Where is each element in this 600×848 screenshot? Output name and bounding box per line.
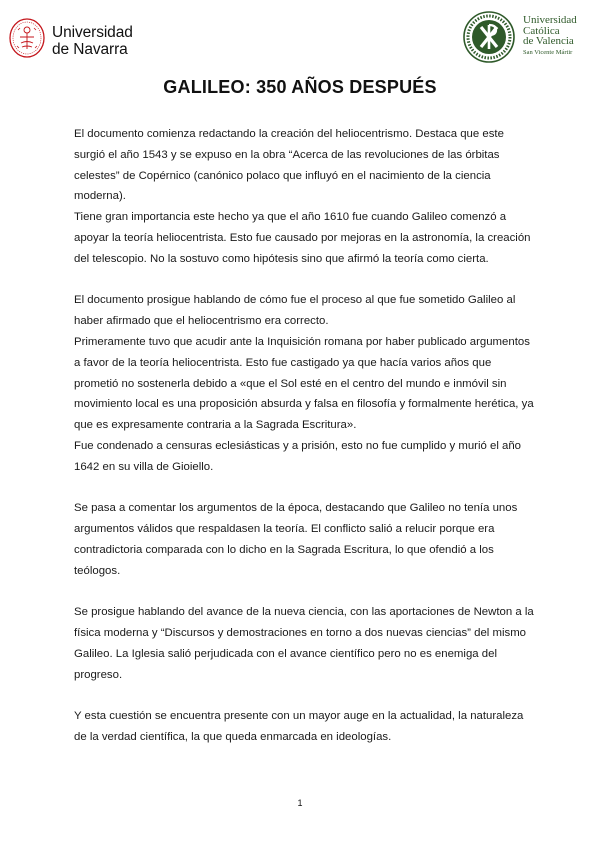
paragraph: Se pasa a comentar los argumentos de la época, destacando que Galileo no tenía unos argumentos válidos que respaldasen la teoría. El conflicto salió a relucir porque era contradictoria comparada con lo dicho en la Sagrada Escritura, lo que ofendió a los teólogos.	[74, 502, 518, 577]
paragraph: El documento prosigue hablando de cómo fue el proceso al que fue sometido Galileo al haber afirmado que el heliocentrismo era correcto.	[74, 294, 516, 328]
paragraph-spacer	[74, 270, 534, 291]
ucv-name-line2: Católica	[523, 24, 560, 37]
paragraph: Se prosigue hablando del avance de la nueva ciencia, con las aportaciones de Newton a la física moderna y “Discursos y demostraciones en torno a dos nuevas ciencias” del mismo Galileo. La Iglesia salió perjudicada con el avance científico pero no es enemiga del progreso.	[74, 606, 534, 681]
unav-name-line2: de Navarra	[52, 41, 128, 58]
universidad-catolica-valencia-logo	[461, 10, 595, 64]
paragraph-spacer	[74, 478, 534, 499]
ucv-name-line3: de Valencia	[523, 35, 574, 47]
document-title: GALILEO: 350 AÑOS DESPUÉS	[163, 77, 437, 97]
paragraph-spacer	[74, 686, 534, 707]
page-number: 1	[297, 798, 303, 808]
unav-seal-icon	[8, 16, 48, 60]
document-body	[74, 124, 534, 748]
paragraph-spacer	[74, 582, 534, 603]
unav-name-line1: Universidad	[52, 24, 133, 41]
paragraph: Y esta cuestión se encuentra presente con un mayor auge en la actualidad, la naturaleza de la verdad científica, la que queda enmarcada en ideologías.	[74, 710, 524, 744]
universidad-de-navarra-logo	[8, 16, 133, 60]
paragraph: Tiene gran importancia este hecho ya que el año 1610 fue cuando Galileo comenzó a apoyar la teoría heliocentrista. Esto fue causado por mejoras en la astronomía, la creación del telescopio. No la sostuvo como hipótesis sino que afirmó la teoría como cierta.	[74, 211, 531, 265]
ucv-name-line1: Universidad	[523, 14, 577, 26]
paragraph: Primeramente tuvo que acudir ante la Inquisición romana por haber publicado argumentos a favor de la teoría heliocentrista. Esto fue castigado ya que hacía varios años que prometió no sostenerla debido a «que el Sol esté en el centro del mundo e inmóvil sin movimiento local es una proposición absurda y falsa en filosofía y formalmente herética, ya que es expresamente contraria a la Sagrada Escritura».	[74, 335, 534, 432]
paragraph: Fue condenado a censuras eclesiásticas y a prisión, esto no fue cumplido y murió el año 1642 en su villa de Gioiello.	[74, 439, 522, 473]
paragraph: El documento comienza redactando la creación del heliocentrismo. Destaca que este surgió el año 1543 y se expuso en la obra “Acerca de las revoluciones de las órbitas celestes” de Copérnico (canónico polaco que influyó en el nacimiento de la ciencia moderna).	[74, 128, 504, 203]
ucv-subtitle: San Vicente Mártir	[523, 49, 573, 56]
ucv-seal-icon	[461, 10, 519, 64]
